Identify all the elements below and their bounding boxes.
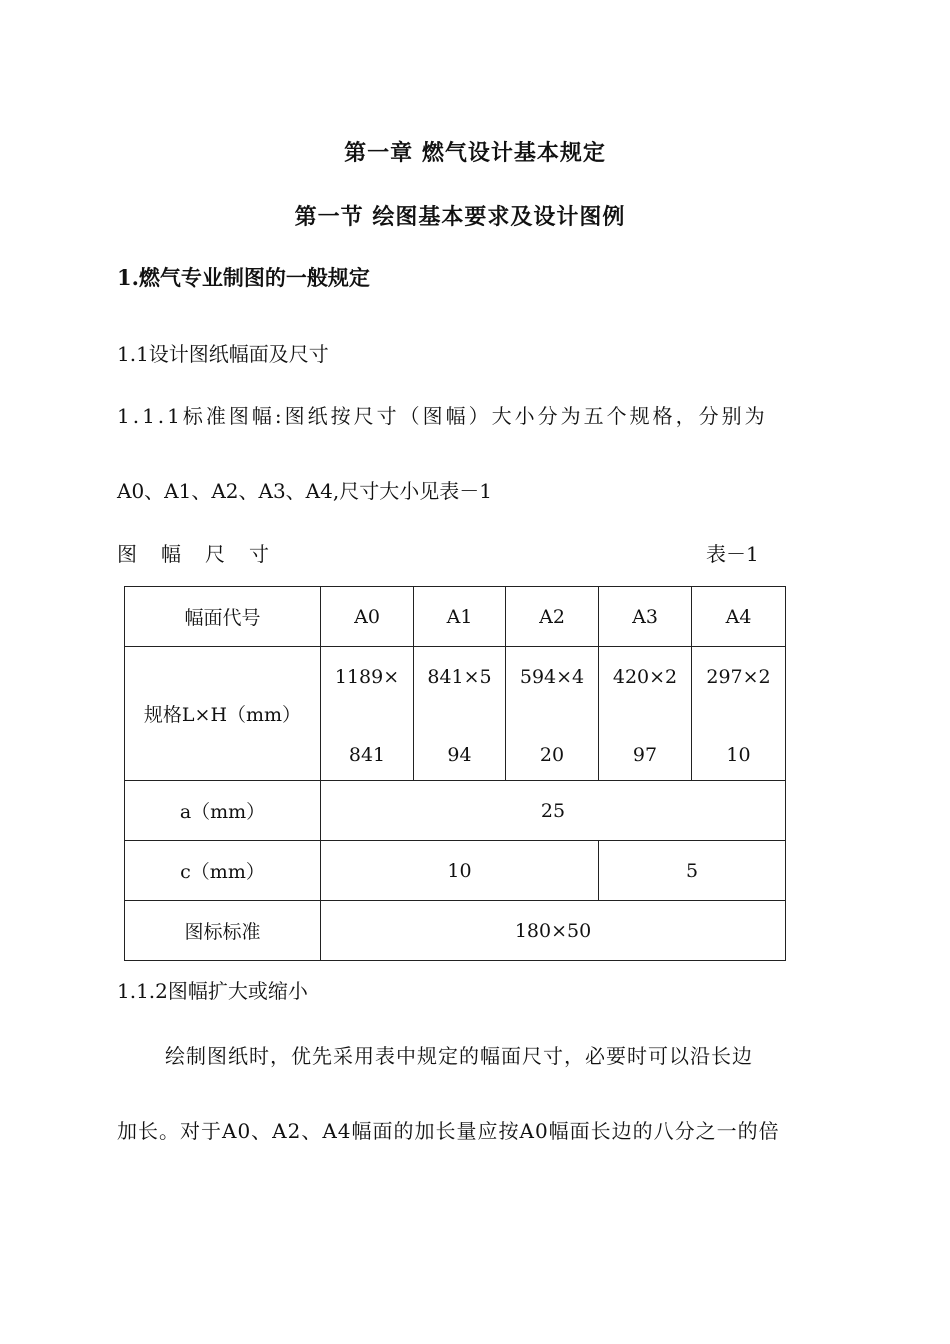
size-top: 594×4 bbox=[519, 665, 585, 688]
table-number: 表－1 bbox=[706, 542, 759, 566]
size-bottom: 20 bbox=[539, 743, 565, 766]
table-cell: 5 bbox=[599, 841, 786, 901]
chapter-title: 第一章 燃气设计基本规定 bbox=[344, 140, 606, 166]
table-row-size bbox=[125, 647, 786, 781]
table-cell: c（mm） bbox=[125, 841, 321, 901]
section-title: 第一节 绘图基本要求及设计图例 bbox=[294, 204, 626, 230]
size-bottom: 10 bbox=[726, 743, 751, 766]
sheet-size-table bbox=[124, 586, 786, 961]
table-cell bbox=[692, 647, 786, 781]
table-cell bbox=[599, 647, 692, 781]
table-row-c bbox=[125, 841, 786, 901]
table-cell: 10 bbox=[321, 841, 599, 901]
size-top: 297×2 bbox=[706, 665, 771, 688]
size-top: 1189× bbox=[334, 665, 400, 688]
table-cell: 幅面代号 bbox=[125, 587, 321, 647]
paragraph-1-1-2-line1: 绘制图纸时，优先采用表中规定的幅面尺寸，必要时可以沿长边 bbox=[165, 1044, 753, 1068]
size-bottom: 841 bbox=[348, 743, 386, 766]
table-cell: A2 bbox=[506, 587, 599, 647]
table-cell: 图标标准 bbox=[125, 901, 321, 961]
table-cell bbox=[321, 647, 414, 781]
table-cell bbox=[414, 647, 506, 781]
table-cell: A3 bbox=[599, 587, 692, 647]
table-cell: a（mm） bbox=[125, 781, 321, 841]
table-cell: A4 bbox=[692, 587, 786, 647]
table-row-a bbox=[125, 781, 786, 841]
size-top: 841×5 bbox=[427, 665, 492, 688]
paragraph-1-1-1-line2: A0、A1、A2、A3、A4,尺寸大小见表－1 bbox=[117, 479, 492, 503]
table-cell: A1 bbox=[414, 587, 506, 647]
table-cell: 25 bbox=[321, 781, 786, 841]
size-bottom: 97 bbox=[632, 743, 658, 766]
table-caption: 图幅尺寸 bbox=[117, 542, 293, 566]
heading-1-1-2: 1.1.2图幅扩大或缩小 bbox=[117, 979, 308, 1003]
table-cell bbox=[506, 647, 599, 781]
table-cell: A0 bbox=[321, 587, 414, 647]
size-bottom: 94 bbox=[447, 743, 472, 766]
table-row-title-block bbox=[125, 901, 786, 961]
table-cell: 规格L×H（mm） bbox=[125, 647, 321, 781]
table-cell: 180×50 bbox=[321, 901, 786, 961]
paragraph-1-1-1-line1: 1.1.1标准图幅:图纸按尺寸（图幅）大小分为五个规格，分别为 bbox=[117, 404, 768, 428]
heading-1: 1.燃气专业制图的一般规定 bbox=[117, 265, 370, 290]
heading-1-1: 1.1设计图纸幅面及尺寸 bbox=[117, 342, 329, 366]
size-top: 420×2 bbox=[612, 665, 678, 688]
table-header-row bbox=[125, 587, 786, 647]
paragraph-1-1-2-line2: 加长。对于A0、A2、A4幅面的加长量应按A0幅面长边的八分之一的倍 bbox=[117, 1119, 780, 1143]
